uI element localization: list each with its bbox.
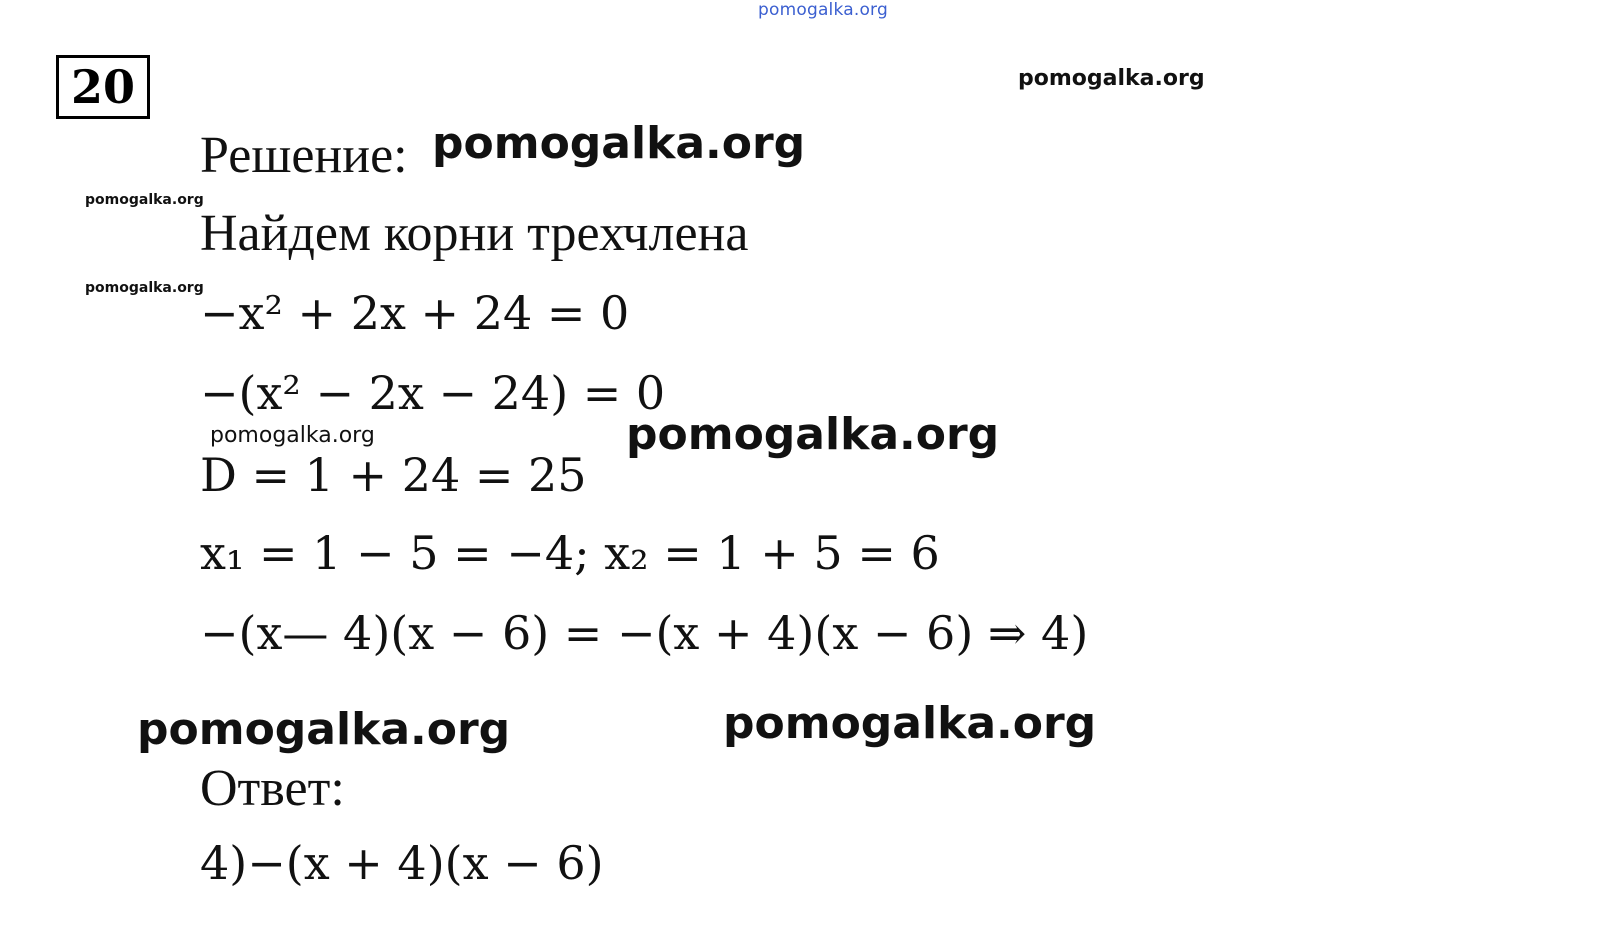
- watermark-large-2: pomogalka.org: [626, 409, 1000, 460]
- answer-value: 4)−(x + 4)(x − 6): [200, 836, 604, 890]
- watermark-large-3: pomogalka.org: [137, 704, 511, 755]
- watermark-top: pomogalka.org: [758, 0, 888, 20]
- discriminant: D = 1 + 24 = 25: [200, 448, 587, 502]
- task-number-box: 20: [56, 55, 150, 119]
- roots: x₁ = 1 − 5 = −4; x₂ = 1 + 5 = 6: [200, 526, 940, 580]
- watermark-small-right: pomogalka.org: [1018, 66, 1205, 91]
- watermark-tiny-2: pomogalka.org: [85, 280, 204, 296]
- watermark-tiny-1: pomogalka.org: [85, 192, 204, 208]
- equation-1: −x² + 2x + 24 = 0: [200, 286, 630, 340]
- equation-2: −(x² − 2x − 24) = 0: [200, 366, 666, 420]
- factorization: −(x— 4)(x − 6) = −(x + 4)(x − 6) ⇒ 4): [200, 606, 1089, 660]
- watermark-large-1: pomogalka.org: [432, 118, 806, 169]
- answer-label: Ответ:: [200, 760, 345, 817]
- watermark-large-4: pomogalka.org: [723, 698, 1097, 749]
- watermark-medium: pomogalka.org: [210, 423, 375, 448]
- solution-heading: Решение:: [200, 127, 408, 184]
- solution-intro: Найдем корни трехчлена: [200, 205, 749, 262]
